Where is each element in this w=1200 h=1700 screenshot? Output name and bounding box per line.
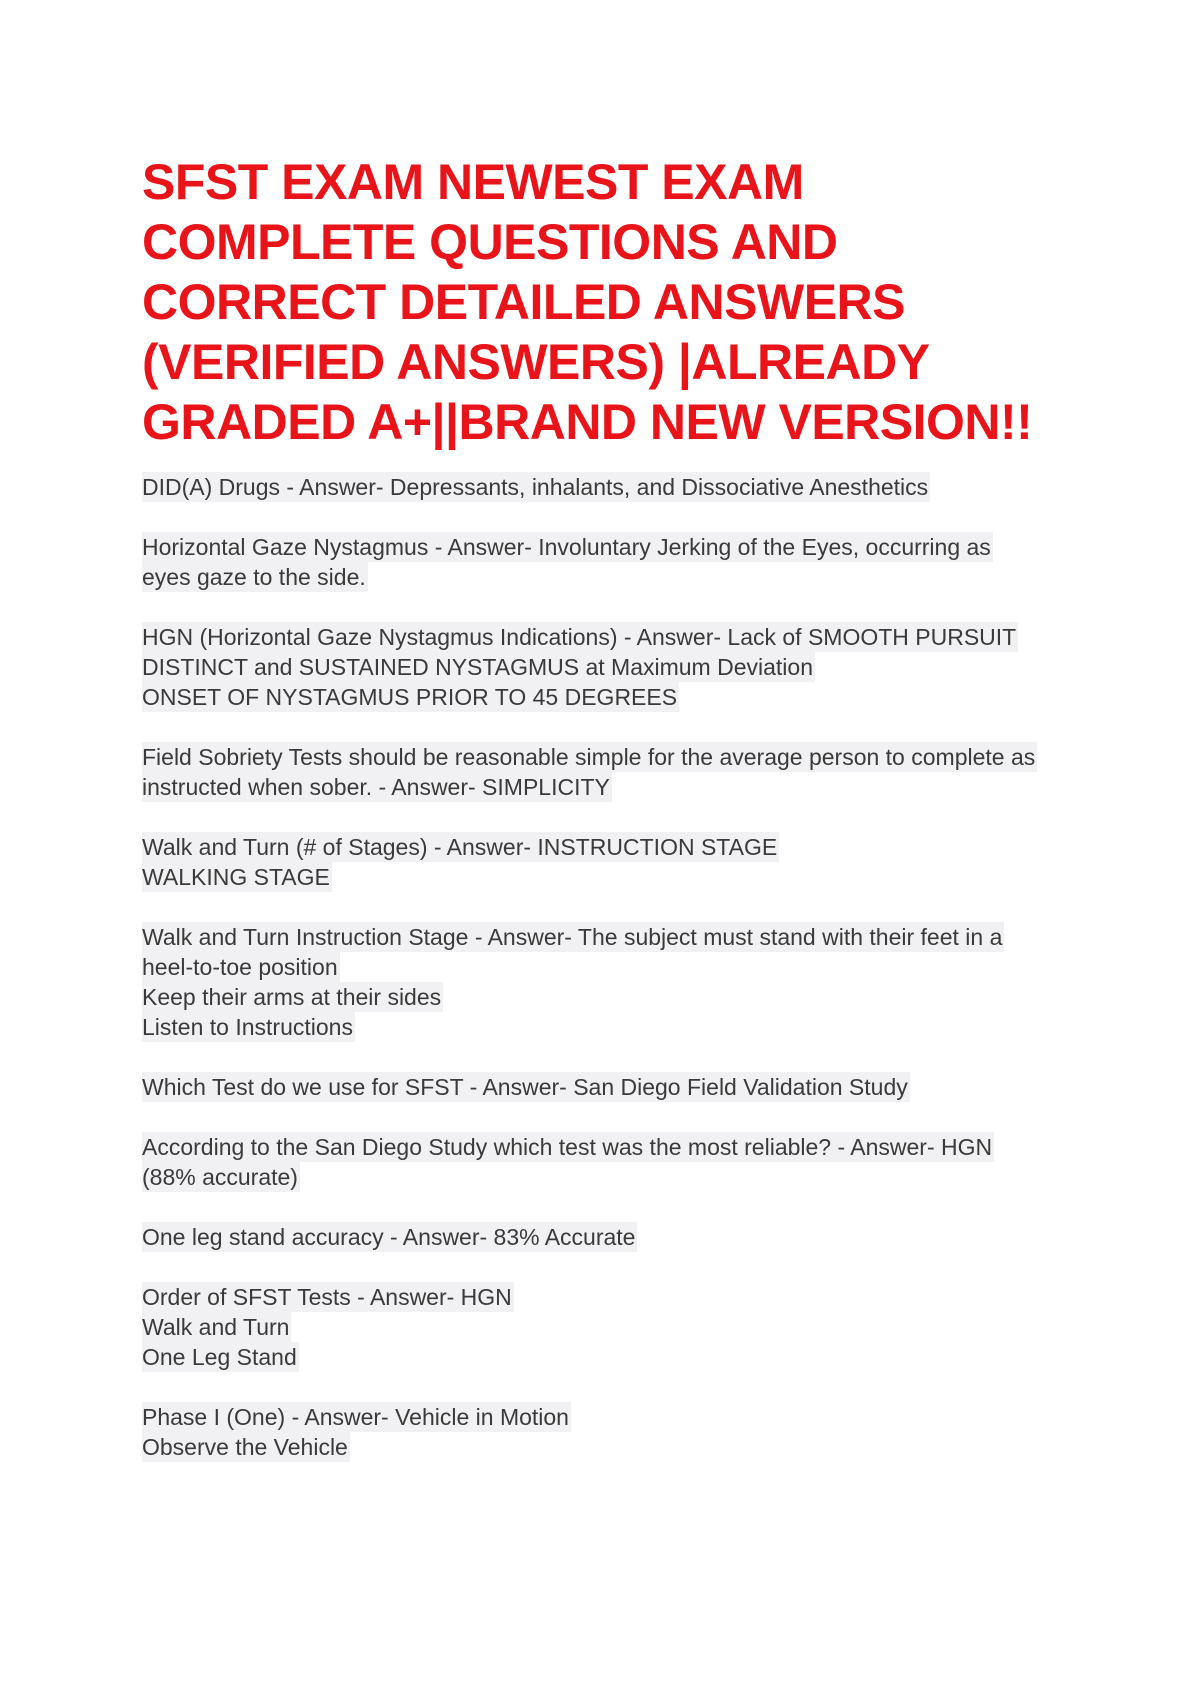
- qa-text-line: ONSET OF NYSTAGMUS PRIOR TO 45 DEGREES: [142, 684, 678, 710]
- qa-item-sfst-test-study: [142, 1072, 1092, 1102]
- qa-text-line: Which Test do we use for SFST - Answer- San Diego Field Validation Study: [142, 1074, 908, 1100]
- qa-text-line: Keep their arms at their sides: [142, 984, 442, 1010]
- qa-text-line: eyes gaze to the side.: [142, 564, 366, 590]
- qa-text-line: Listen to Instructions: [142, 1014, 353, 1040]
- qa-text-line: Field Sobriety Tests should be reasonable simple for the average person to complete as: [142, 744, 1036, 770]
- qa-text-line: Order of SFST Tests - Answer- HGN: [142, 1284, 512, 1310]
- qa-item-walk-and-turn-instruction-stage: [142, 922, 1092, 1042]
- title-line: COMPLETE QUESTIONS AND: [142, 214, 838, 270]
- qa-text-line: WALKING STAGE: [142, 864, 330, 890]
- qa-item-one-leg-stand-accuracy: [142, 1222, 1092, 1252]
- title-line: CORRECT DETAILED ANSWERS: [142, 274, 905, 330]
- qa-item-field-sobriety-simplicity: [142, 742, 1092, 802]
- title-line: GRADED A+||BRAND NEW VERSION!!: [142, 394, 1033, 450]
- qa-text-line: HGN (Horizontal Gaze Nystagmus Indications) - Answer- Lack of SMOOTH PURSUIT: [142, 624, 1017, 650]
- qa-item-order-of-sfst-tests: [142, 1282, 1092, 1372]
- qa-text-line: According to the San Diego Study which test was the most reliable? - Answer- HGN: [142, 1134, 993, 1160]
- qa-text-line: heel-to-toe position: [142, 954, 338, 980]
- qa-text-line: Walk and Turn (# of Stages) - Answer- INSTRUCTION STAGE: [142, 834, 778, 860]
- qa-text-line: DISTINCT and SUSTAINED NYSTAGMUS at Maximum Deviation: [142, 654, 813, 680]
- qa-text-line: instructed when sober. - Answer- SIMPLICITY: [142, 774, 610, 800]
- qa-item-horizontal-gaze-nystagmus: [142, 532, 1092, 592]
- qa-text-line: Horizontal Gaze Nystagmus - Answer- Involuntary Jerking of the Eyes, occurring as: [142, 534, 991, 560]
- qa-item-did-a-drugs: [142, 472, 1092, 502]
- qa-item-phase-one: [142, 1402, 1092, 1462]
- qa-text-line: DID(A) Drugs - Answer- Depressants, inhalants, and Dissociative Anesthetics: [142, 474, 929, 500]
- qa-text-line: (88% accurate): [142, 1164, 298, 1190]
- qa-text-line: One Leg Stand: [142, 1344, 297, 1370]
- qa-list: [142, 472, 1092, 1462]
- qa-item-san-diego-most-reliable: [142, 1132, 1092, 1192]
- qa-text-line: Observe the Vehicle: [142, 1434, 348, 1460]
- title-line: SFST EXAM NEWEST EXAM: [142, 154, 804, 210]
- document-title: [142, 152, 1092, 452]
- qa-text-line: Walk and Turn: [142, 1314, 290, 1340]
- qa-text-line: Walk and Turn Instruction Stage - Answer- The subject must stand with their feet in a: [142, 924, 1003, 950]
- document-content: [142, 152, 1092, 1492]
- qa-text-line: Phase I (One) - Answer- Vehicle in Motion: [142, 1404, 569, 1430]
- qa-text-line: One leg stand accuracy - Answer- 83% Accurate: [142, 1224, 636, 1250]
- qa-item-hgn-indications: [142, 622, 1092, 712]
- qa-item-walk-and-turn-stages: [142, 832, 1092, 892]
- title-line: (VERIFIED ANSWERS) |ALREADY: [142, 334, 930, 390]
